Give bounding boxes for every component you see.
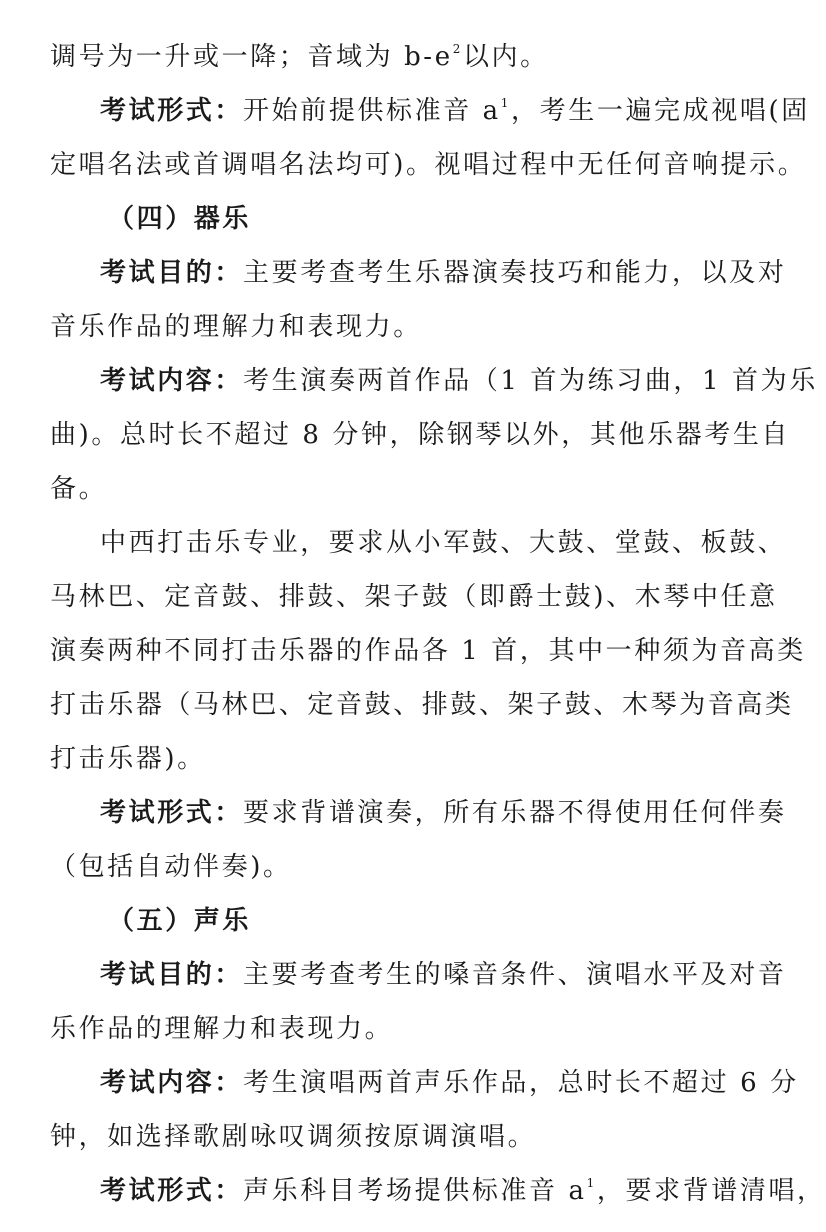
section-heading: （五）声乐 <box>108 906 252 936</box>
paragraph-line <box>50 948 787 1002</box>
paragraph-line: 中西打击乐专业，要求从小军鼓、大鼓、堂鼓、板鼓、 <box>100 528 787 558</box>
content-text: 考生演唱两首声乐作品，总时长不超过 6 分 <box>243 1068 799 1098</box>
paragraph-line: 马林巴、定音鼓、排鼓、架子鼓（即爵士鼓)、木琴中任意 <box>50 582 778 612</box>
section-heading: （四）器乐 <box>108 204 252 234</box>
superscript: 2 <box>452 42 463 56</box>
document-page <box>50 30 826 1218</box>
form-text: 开始前提供标准音 a <box>243 96 501 126</box>
paragraph-line <box>50 1056 799 1110</box>
paragraph-line: 打击乐器（马林巴、定音鼓、排鼓、架子鼓、木琴为音高类 <box>50 690 794 720</box>
content-text: 考生演奏两首作品（1 首为练习曲，1 首为乐 <box>243 366 818 396</box>
paragraph-line <box>50 1164 826 1218</box>
form-label: 考试形式： <box>100 1176 244 1206</box>
paragraph-line: 演奏两种不同打击乐器的作品各 1 首，其中一种须为音高类 <box>50 636 806 666</box>
range-text-end: 以内。 <box>462 42 549 72</box>
form-text: 声乐科目考场提供标准音 a <box>243 1176 587 1206</box>
purpose-text: 主要考查考生乐器演奏技巧和能力，以及对 <box>243 258 787 288</box>
paragraph-line <box>50 786 787 840</box>
paragraph-line: 钟，如选择歌剧咏叹调须按原调演唱。 <box>50 1122 537 1152</box>
content-label: 考试内容： <box>100 366 244 396</box>
paragraph-line: 定唱名法或首调唱名法均可)。视唱过程中无任何音响提示。 <box>50 150 807 180</box>
superscript: 1 <box>500 96 512 110</box>
paragraph-line: （包括自动伴奏)。 <box>50 852 292 882</box>
range-text: 调号为一升或一降；音域为 b-e <box>50 42 453 72</box>
form-text-end: ，考生一遍完成视唱(固 <box>511 96 810 126</box>
paragraph-line <box>50 84 810 138</box>
paragraph-line: 曲)。总时长不超过 8 分钟，除钢琴以外，其他乐器考生自 <box>50 420 791 450</box>
form-label: 考试形式： <box>100 96 244 126</box>
form-label: 考试形式： <box>100 798 244 828</box>
purpose-label: 考试目的： <box>100 258 244 288</box>
paragraph-line <box>50 354 818 408</box>
paragraph-line <box>50 246 787 300</box>
form-text-end: ，要求背谱清唱， <box>596 1176 826 1206</box>
paragraph-line <box>50 30 762 84</box>
purpose-text: 主要考查考生的嗓音条件、演唱水平及对音 <box>243 960 787 990</box>
content-label: 考试内容： <box>100 1068 244 1098</box>
superscript: 1 <box>586 1176 597 1190</box>
paragraph-line: 备。 <box>50 474 108 504</box>
paragraph-line: 乐作品的理解力和表现力。 <box>50 1014 394 1044</box>
purpose-label: 考试目的： <box>100 960 244 990</box>
paragraph-line: 打击乐器)。 <box>50 744 206 774</box>
paragraph-line: 音乐作品的理解力和表现力。 <box>50 312 422 342</box>
form-text: 要求背谱演奏，所有乐器不得使用任何伴奏 <box>243 798 787 828</box>
